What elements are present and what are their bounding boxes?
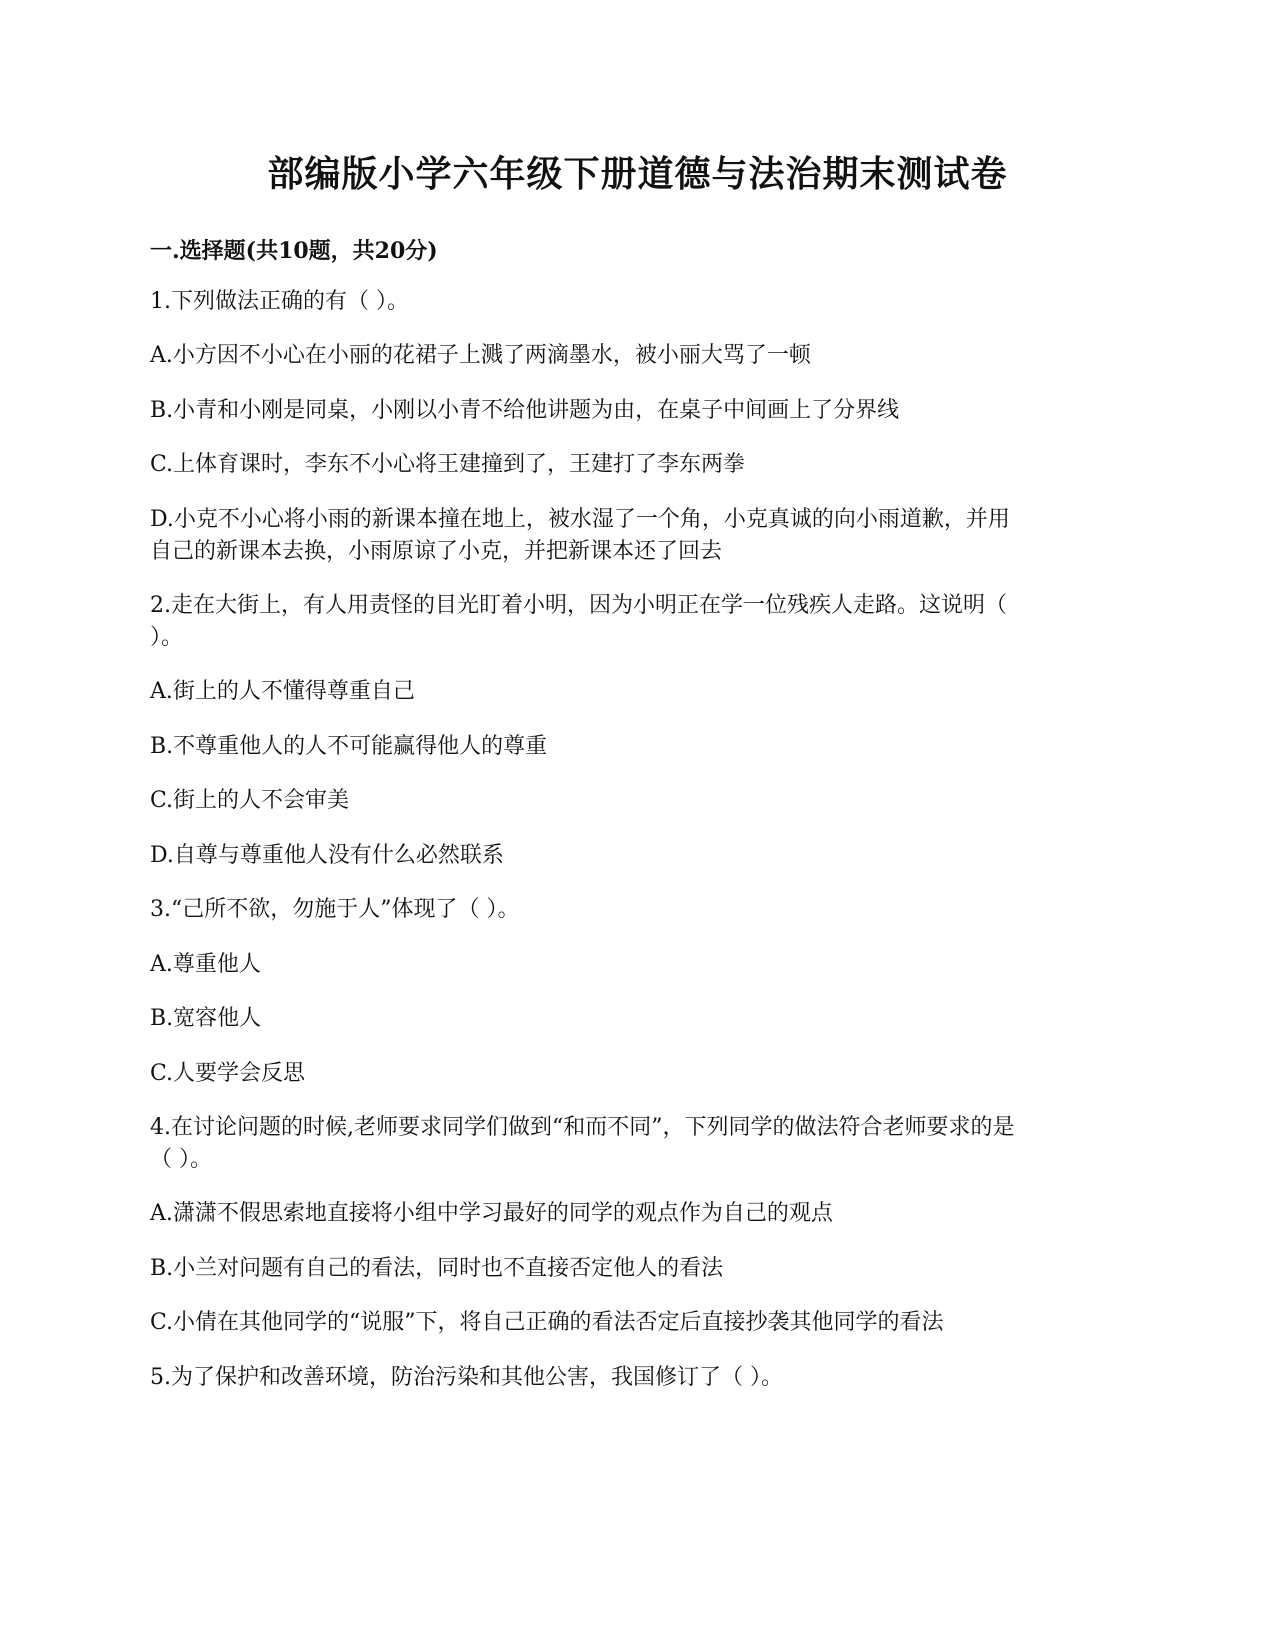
question-1-option-d-line-1: D.小克不小心将小雨的新课本撞在地上，被水湿了一个角，小克真诚的向小雨道歉，并用 [150, 507, 1010, 532]
question-1-option-c: C.上体育课时，李东不小心将王建撞到了，王建打了李东两拳 [150, 452, 746, 477]
question-1-option-a: A.小方因不小心在小丽的花裙子上溅了两滴墨水，被小丽大骂了一顿 [150, 343, 811, 368]
question-4-stem-line-1: 4.在讨论问题的时候,老师要求同学们做到“和而不同”，下列同学的做法符合老师要求的是 [150, 1115, 1015, 1140]
question-2-stem-line-2: ）。 [150, 625, 184, 650]
question-2-stem-line-1: 2.走在大街上，有人用责怪的目光盯着小明，因为小明正在学一位残疾人走路。这说明（ [150, 593, 1007, 618]
page-title: 部编版小学六年级下册道德与法治期末测试卷 [267, 153, 1008, 195]
question-3-option-a: A.尊重他人 [150, 952, 261, 977]
question-4-option-b: B.小兰对问题有自己的看法，同时也不直接否定他人的看法 [150, 1256, 724, 1281]
question-5-stem: 5.为了保护和改善环境，防治污染和其他公害，我国修订了（ ）。 [150, 1365, 783, 1390]
question-3-option-c: C.人要学会反思 [150, 1061, 306, 1086]
question-3-stem: 3.“己所不欲，勿施于人”体现了（ ）。 [150, 897, 520, 922]
question-1-stem: 1.下列做法正确的有（ ）。 [150, 289, 409, 314]
question-1-option-d-line-2: 自己的新课本去换，小雨原谅了小克，并把新课本还了回去 [150, 539, 723, 564]
question-1-option-b: B.小青和小刚是同桌，小刚以小青不给他讲题为由，在桌子中间画上了分界线 [150, 398, 900, 423]
question-2-option-b: B.不尊重他人的人不可能赢得他人的尊重 [150, 734, 548, 759]
section-heading: 一.选择题(共10题，共20分) [150, 238, 438, 264]
question-3-option-b: B.宽容他人 [150, 1006, 262, 1031]
question-4-option-c: C.小倩在其他同学的“说服”下，将自己正确的看法否定后直接抄袭其他同学的看法 [150, 1310, 944, 1335]
question-2-option-d: D.自尊与尊重他人没有什么必然联系 [150, 843, 504, 868]
question-4-stem-line-2: （ ）。 [150, 1147, 212, 1172]
question-2-option-a: A.街上的人不懂得尊重自己 [150, 679, 415, 704]
question-4-option-a: A.潇潇不假思索地直接将小组中学习最好的同学的观点作为自己的观点 [150, 1201, 833, 1226]
question-2-option-c: C.街上的人不会审美 [150, 788, 350, 813]
